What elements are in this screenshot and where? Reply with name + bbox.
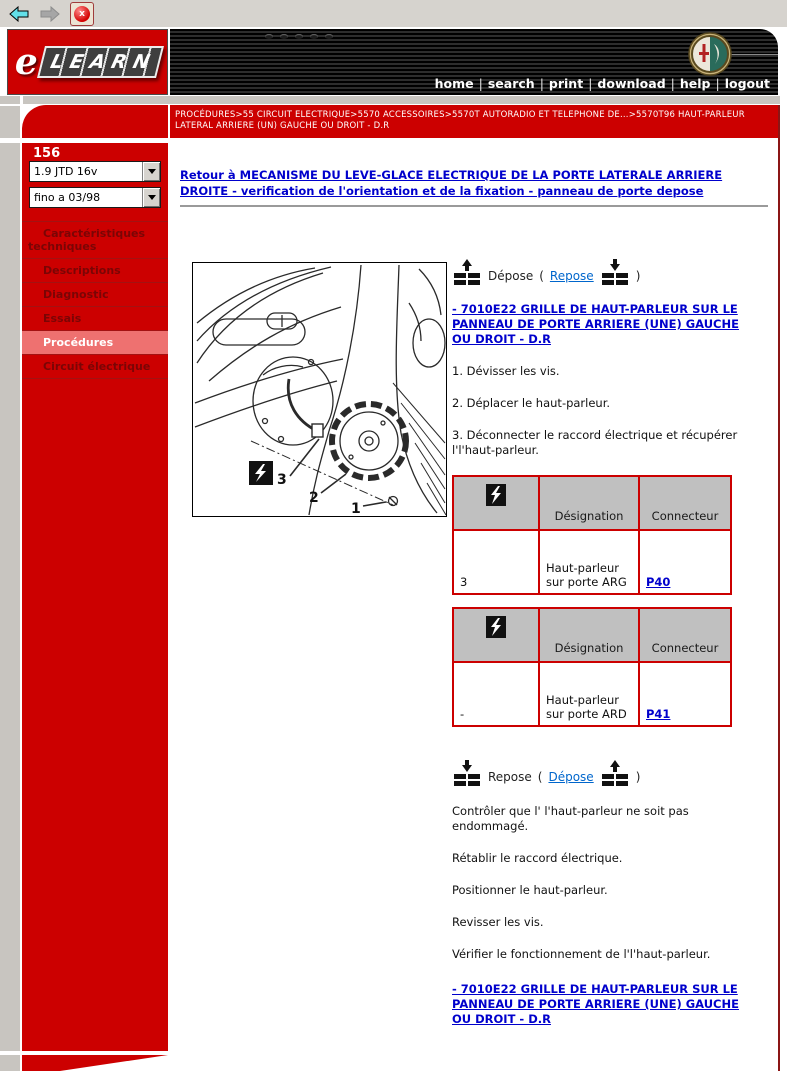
nav-logout[interactable]: logout bbox=[724, 76, 770, 91]
chevron-down-icon[interactable] bbox=[142, 162, 160, 181]
repose-label: Repose bbox=[488, 770, 532, 784]
ref-cell: - bbox=[453, 662, 539, 726]
chevron-down-icon[interactable] bbox=[142, 188, 160, 207]
designation-cell: Haut-parleur sur porte ARG bbox=[539, 530, 639, 594]
nav-help[interactable]: help bbox=[679, 76, 711, 91]
step-1: 1. Dévisser les vis. bbox=[452, 364, 560, 378]
procedure-column bbox=[452, 250, 752, 1027]
sidebar-item-descriptions[interactable]: Descriptions bbox=[22, 258, 168, 282]
paren-close: ) bbox=[635, 770, 641, 784]
connector-link-p41[interactable]: P41 bbox=[646, 707, 671, 721]
designation-header: Désignation bbox=[539, 608, 639, 662]
period-select[interactable] bbox=[29, 187, 161, 208]
paren-close: ) bbox=[635, 269, 641, 283]
connector-header: Connecteur bbox=[639, 608, 731, 662]
table-row bbox=[453, 530, 731, 594]
breadcrumb: PROCÉDURES>55 CIRCUIT ELECTRIQUE>5570 ACCESSOIRES>5570T AUTORADIO ET TELEPHONE DE...>5570T96 HAUT-PARLEUR LATERAL ARRIERE (UN) GAUCHE OU DROIT - D.R bbox=[170, 105, 780, 138]
designation-cell: Haut-parleur sur porte ARD bbox=[539, 662, 639, 726]
nav-separator: | bbox=[478, 76, 483, 91]
table-header-icon-cell bbox=[453, 608, 539, 662]
step-3: 3. Déconnecter le raccord électrique et récupérer l'l'haut-parleur. bbox=[452, 428, 738, 457]
lightning-icon bbox=[486, 616, 506, 638]
engine-select[interactable] bbox=[29, 161, 161, 182]
table-header-icon-cell bbox=[453, 476, 539, 530]
depose-blocks-up-icon bbox=[600, 760, 630, 787]
elearn-logo bbox=[7, 29, 168, 95]
period-select-value: fino a 03/98 bbox=[34, 191, 101, 204]
nav-home[interactable]: home bbox=[434, 76, 474, 91]
paragraph: Revisser les vis. bbox=[452, 915, 544, 929]
back-arrow-icon[interactable] bbox=[8, 4, 30, 24]
divider bbox=[180, 205, 768, 207]
sidebar-item-essais[interactable]: Essais bbox=[22, 306, 168, 330]
depose-label: Dépose bbox=[488, 269, 534, 283]
left-rail bbox=[0, 106, 20, 138]
nav-separator: | bbox=[539, 76, 544, 91]
designation-header: Désignation bbox=[539, 476, 639, 530]
sidebar-top-block bbox=[22, 105, 168, 138]
table-row bbox=[453, 662, 731, 726]
procedure-link-bottom[interactable]: - 7010E22 GRILLE DE HAUT-PARLEUR SUR LE PANNEAU DE PORTE ARRIERE (UNE) GAUCHE OU DROIT - D.R bbox=[452, 982, 739, 1026]
content-right-border bbox=[778, 105, 780, 1071]
depose-blocks-up-icon bbox=[452, 259, 482, 286]
repose-row bbox=[452, 751, 752, 787]
connector-header: Connecteur bbox=[639, 476, 731, 530]
connector-table-1 bbox=[452, 475, 732, 595]
repose-blocks-down-icon bbox=[452, 760, 482, 787]
nav-search[interactable]: search bbox=[487, 76, 535, 91]
rivet-dots bbox=[265, 34, 333, 39]
sidebar-menu bbox=[22, 221, 168, 379]
logo-learn-text: LEARN bbox=[37, 46, 164, 78]
sidebar-item-caracteristiques-techniques[interactable]: Caractéristiques techniques bbox=[22, 221, 168, 258]
paren-open: ( bbox=[537, 770, 543, 784]
forward-arrow-icon[interactable] bbox=[39, 4, 61, 24]
step-2: 2. Déplacer le haut-parleur. bbox=[452, 396, 611, 410]
header-nav bbox=[435, 76, 770, 91]
lightning-icon bbox=[486, 484, 506, 506]
close-icon[interactable]: x bbox=[70, 2, 94, 26]
procedure-link[interactable]: - 7010E22 GRILLE DE HAUT-PARLEUR SUR LE PANNEAU DE PORTE ARRIERE (UNE) GAUCHE OU DROIT - D.R bbox=[452, 302, 739, 346]
left-rail bbox=[0, 143, 20, 1051]
header-banner bbox=[170, 29, 778, 95]
nav-separator: | bbox=[588, 76, 593, 91]
sidebar bbox=[22, 143, 168, 1051]
ref-cell: 3 bbox=[453, 530, 539, 594]
paragraph: Contrôler que l' l'haut-parleur ne soit pas endommagé. bbox=[452, 804, 689, 833]
nav-separator: | bbox=[715, 76, 720, 91]
sidebar-item-procedures[interactable]: Procédures bbox=[22, 330, 168, 354]
depose-link[interactable]: Dépose bbox=[548, 770, 594, 784]
sidebar-item-circuit-electrique[interactable]: Circuit électrique bbox=[22, 354, 168, 379]
depose-row bbox=[452, 250, 752, 286]
repose-blocks-down-icon bbox=[600, 259, 630, 286]
alfa-romeo-badge-icon bbox=[688, 32, 732, 76]
diagram-label-1: 1 bbox=[351, 501, 361, 516]
browser-toolbar bbox=[0, 0, 787, 27]
nav-separator: | bbox=[670, 76, 675, 91]
sidebar-bottom-swoosh bbox=[22, 1055, 168, 1071]
connector-table-2 bbox=[452, 607, 732, 727]
connector-link-p40[interactable]: P40 bbox=[646, 575, 671, 589]
paragraph: Positionner le haut-parleur. bbox=[452, 883, 608, 897]
model-title: 156 bbox=[33, 146, 61, 161]
repose-link[interactable]: Repose bbox=[549, 269, 594, 283]
sidebar-item-diagnostic[interactable]: Diagnostic bbox=[22, 282, 168, 306]
nav-print[interactable]: print bbox=[548, 76, 584, 91]
paren-open: ( bbox=[539, 269, 544, 283]
engine-select-value: 1.9 JTD 16v bbox=[34, 165, 98, 178]
nav-download[interactable]: download bbox=[597, 76, 666, 91]
gray-band bbox=[0, 96, 20, 104]
diagram-label-3: 3 bbox=[277, 472, 287, 488]
diagram-label-2: 2 bbox=[309, 490, 319, 506]
paragraph: Rétablir le raccord électrique. bbox=[452, 851, 623, 865]
left-rail bbox=[0, 1055, 20, 1071]
gray-band bbox=[23, 96, 780, 104]
return-link[interactable]: Retour à MECANISME DU LEVE-GLACE ELECTRIQUE DE LA PORTE LATERALE ARRIERE DROITE - verification de l'orientation et de la fixation - panneau de porte depose bbox=[180, 168, 723, 198]
speaker-diagram bbox=[192, 262, 447, 517]
logo-e-letter: e bbox=[14, 41, 38, 83]
paragraph: Vérifier le fonctionnement de l'l'haut-parleur. bbox=[452, 947, 711, 961]
